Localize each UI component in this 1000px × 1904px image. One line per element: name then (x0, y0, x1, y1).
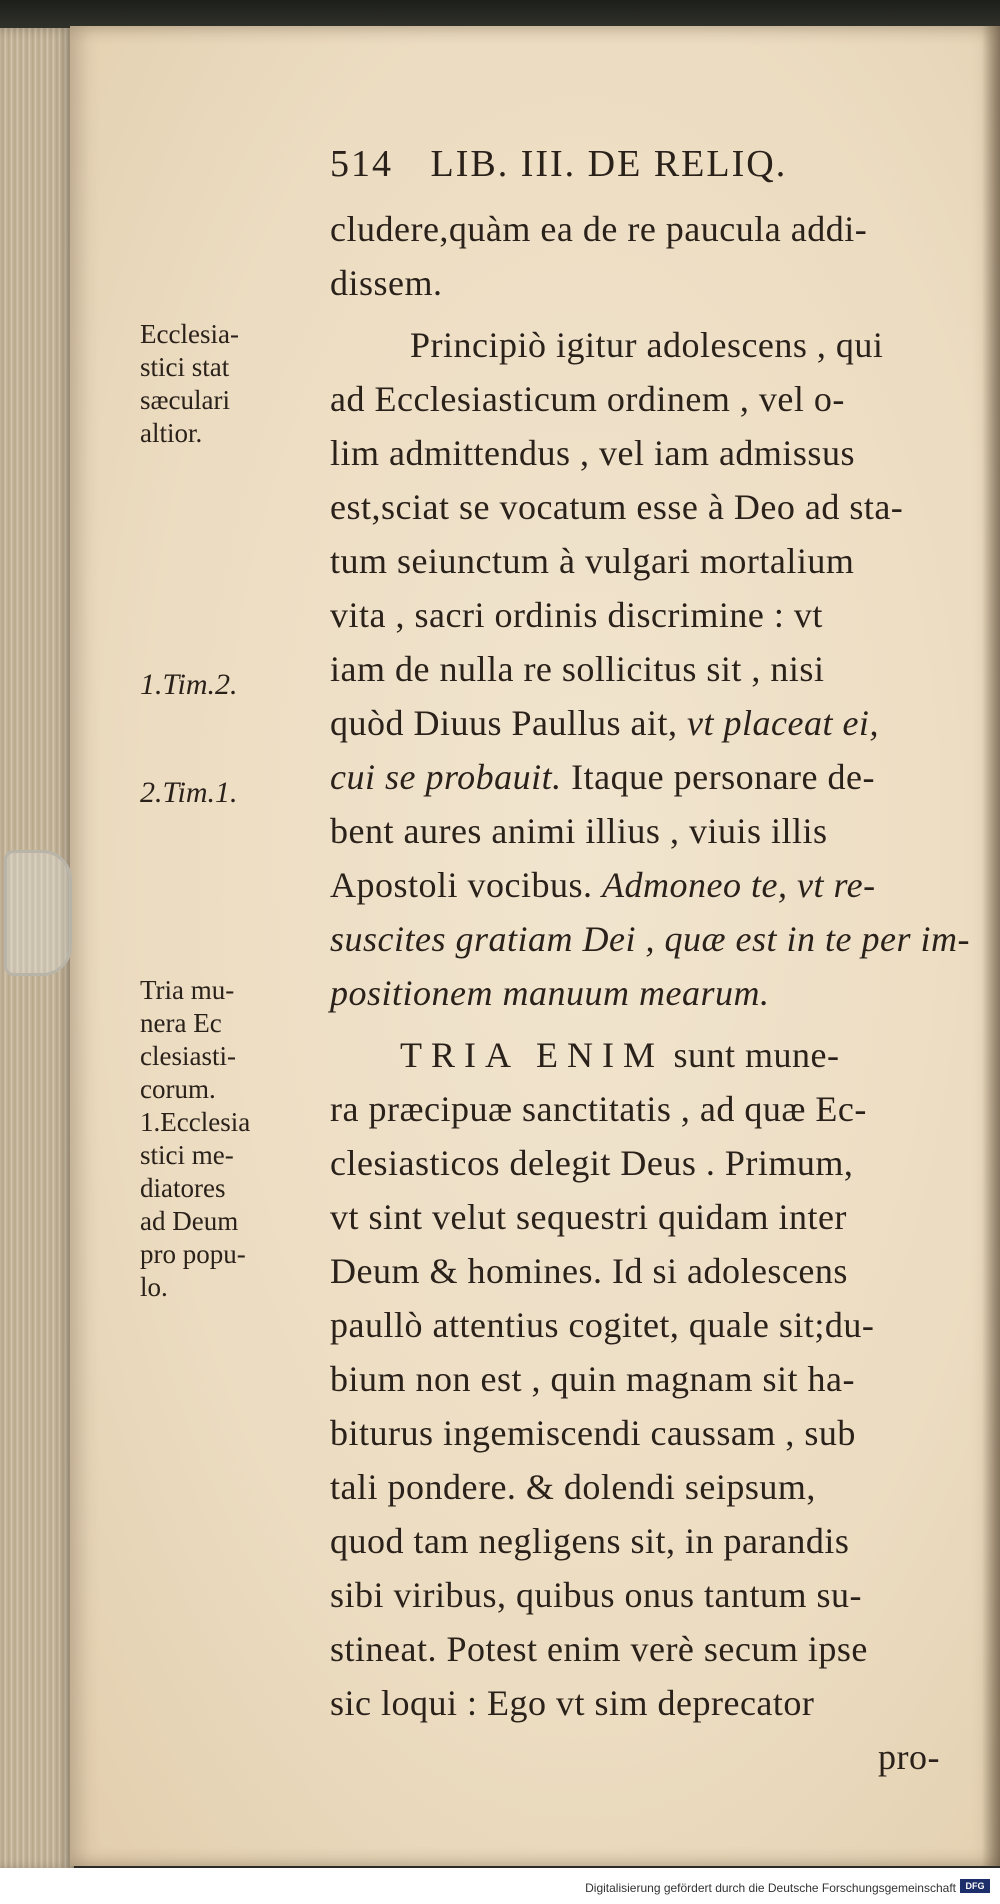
scripture-quote: vt placeat ei, (687, 703, 879, 743)
scripture-quote-line: suscites gratiam Dei , quæ est in te per im- (330, 919, 970, 959)
marginal-line: stici stat (140, 352, 230, 382)
text-line: sibi viribus, quibus onus tantum su- (330, 1575, 863, 1615)
text-line: iam de nulla re sollicitus sit , nisi (330, 649, 825, 689)
text-span: Itaque personare de- (571, 757, 875, 797)
text-line: Principiò igitur adolescens , qui (410, 325, 884, 365)
marginal-line: sæculari (140, 385, 230, 415)
text-line: ra præcipuæ sanctitatis , ad quæ Ec- (330, 1089, 867, 1129)
text-line: tum seiunctum à vulgari mortalium (330, 541, 855, 581)
text-line: clesiasticos delegit Deus . Primum, (330, 1143, 854, 1183)
marginal-line: lo. (140, 1272, 168, 1302)
marginal-line: nera Ec (140, 1008, 222, 1038)
scripture-quote: Admoneo te, vt re- (602, 865, 876, 905)
marginal-line: Ecclesia- (140, 319, 239, 349)
marginal-line: corum. (140, 1074, 216, 1104)
text-line: lim admittendus , vel iam admissus (330, 433, 855, 473)
marginal-line: clesiasti- (140, 1041, 236, 1071)
text-span: Apostoli vocibus. (330, 865, 593, 905)
gutter-shadow (982, 26, 1000, 1866)
text-line (330, 858, 970, 912)
text-line: est,sciat se vocatum esse à Deo ad sta- (330, 487, 904, 527)
scripture-quote: cui se probauit. (330, 757, 562, 797)
catchword: pro- (878, 1737, 940, 1777)
text-line: vita , sacri ordinis discrimine : vt (330, 595, 823, 635)
text-line: paullò attentius cogitet, quale sit;du- (330, 1305, 875, 1345)
text-line: quod tam negligens sit, in parandis (330, 1521, 850, 1561)
marginal-reference: 1.Tim.2. (140, 668, 238, 701)
running-head: LIB. III. DE RELIQ. (430, 143, 788, 185)
text-line: vt sint velut sequestri quidam inter (330, 1197, 847, 1237)
page-number: 514 (330, 143, 393, 185)
text-line: sic loqui : Ego vt sim deprecator (330, 1683, 815, 1723)
marginal-line: altior. (140, 418, 203, 448)
text-line: stineat. Potest enim verè secum ipse (330, 1629, 868, 1669)
marginal-line: pro popu- (140, 1239, 246, 1269)
text-line: bium non est , quin magnam sit ha- (330, 1359, 855, 1399)
text-line: Deum & homines. Id si adolescens (330, 1251, 848, 1291)
text-line: tali pondere. & dolendi seipsum, (330, 1467, 816, 1507)
text-line (330, 696, 970, 750)
marginal-reference: 2.Tim.1. (140, 776, 238, 809)
text-line (330, 1028, 970, 1082)
marginal-note (140, 974, 320, 1304)
text-span: quòd Diuus Paullus ait, (330, 703, 678, 743)
marginal-line: stici me- (140, 1140, 234, 1170)
marginal-line: Tria mu- (140, 975, 235, 1005)
marginal-note (140, 318, 320, 450)
marginal-line: ad Deum (140, 1206, 239, 1236)
marginal-line: diatores (140, 1173, 226, 1203)
text-span: sunt mune- (673, 1035, 840, 1075)
scripture-quote-line: positionem manuum mearum. (330, 973, 770, 1013)
running-header (330, 142, 890, 186)
text-line (330, 750, 970, 804)
text-line: dissem. (330, 263, 443, 303)
section-caps: TRIA ENIM (400, 1035, 664, 1075)
text-line: cludere,quàm ea de re paucula addi- (330, 209, 868, 249)
text-line: bent aures animi illius , viuis illis (330, 811, 828, 851)
text-line: ad Ecclesiasticum ordinem , vel o- (330, 379, 845, 419)
page-clip (4, 850, 72, 976)
marginal-line: 1.Ecclesia (140, 1107, 251, 1137)
text-line: biturus ingemiscendi caussam , sub (330, 1413, 856, 1453)
digitization-credit: Digitalisierung gefördert durch die Deutsche Forschungsgemeinschaft (585, 1881, 956, 1895)
dfg-logo: DFG (960, 1879, 990, 1893)
